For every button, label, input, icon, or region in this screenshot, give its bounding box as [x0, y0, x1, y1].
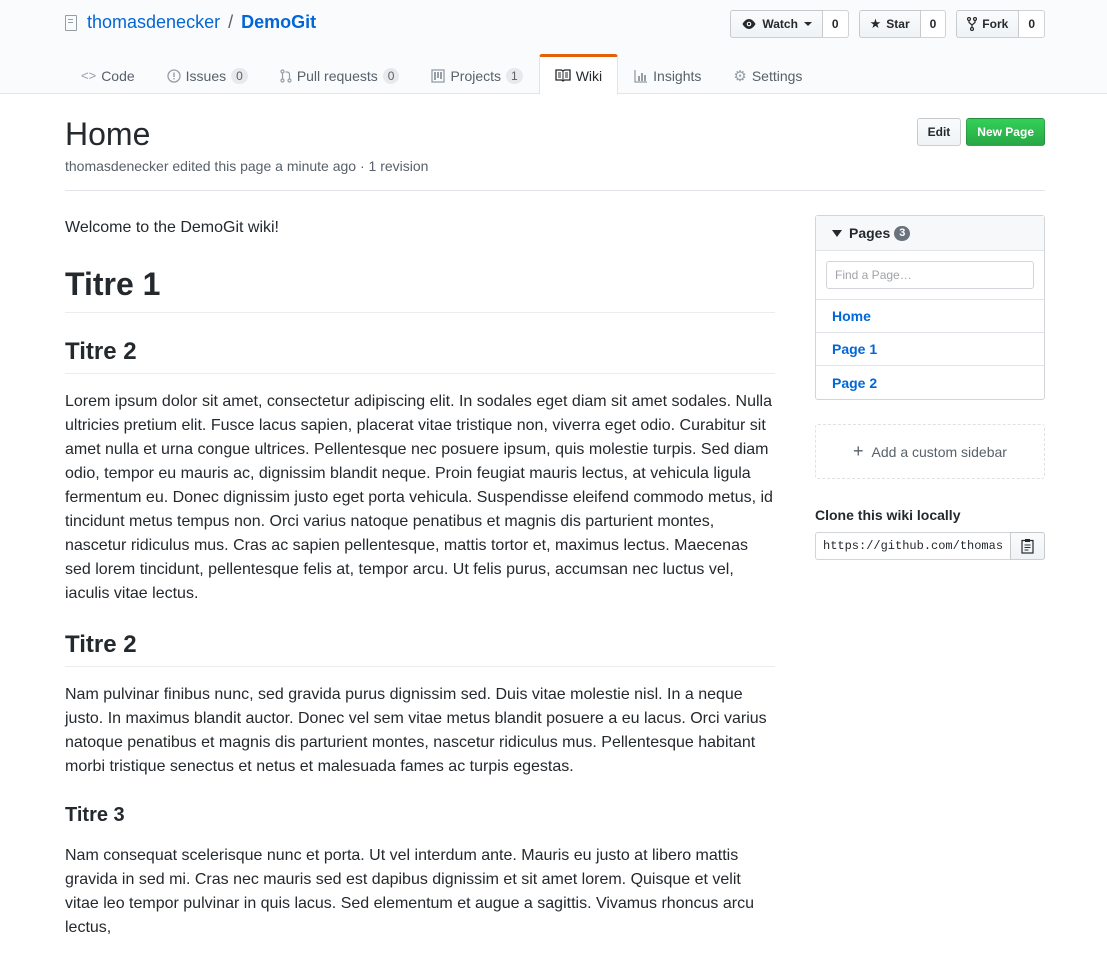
edit-button[interactable]: Edit — [917, 118, 962, 146]
projects-counter: 1 — [506, 68, 523, 84]
repo-separator: / — [228, 12, 234, 32]
heading-titre-3: Titre 3 — [65, 804, 125, 826]
page-link-page-2[interactable]: Page 2 — [832, 374, 878, 391]
wiki-sidebar — [815, 215, 1045, 560]
clone-url-input[interactable] — [815, 532, 1010, 560]
project-icon — [431, 69, 445, 83]
paragraph-3: Nam consequat scelerisque nunc et porta. Ut vel interdum ante. Mauris eu justo at libero mattis gravida in sed mi. Cras nec mauris sed est dapibus dignissim et sit amet lorem. Quisque et velit vitae leo tempor pulvinar in quis lacus. Sed elementum et augue a sagittis. Vivamus rhoncus arcu lectus, — [65, 847, 754, 936]
repo-icon — [65, 15, 77, 31]
repo-nav — [65, 54, 818, 94]
fork-count[interactable]: 0 — [1019, 10, 1045, 38]
eye-icon — [741, 18, 757, 30]
tab-wiki-label: Wiki — [575, 67, 603, 84]
pulls-counter: 0 — [383, 68, 400, 84]
star-icon: ★ — [869, 16, 882, 31]
star-button[interactable] — [859, 10, 921, 38]
watch-label: Watch — [762, 17, 798, 31]
tab-pull-requests[interactable] — [264, 54, 416, 95]
new-page-button[interactable]: New Page — [966, 118, 1045, 146]
star-count[interactable]: 0 — [921, 10, 947, 38]
triangle-down-icon — [832, 230, 842, 237]
tab-issues[interactable] — [151, 54, 264, 95]
pages-filter — [816, 251, 1044, 300]
tab-pull-requests-label: Pull requests — [296, 67, 378, 84]
wiki-content — [65, 216, 775, 956]
tab-insights[interactable] — [618, 54, 717, 95]
repo-name-link[interactable]: DemoGit — [241, 12, 317, 32]
repo-actions — [730, 10, 1045, 38]
repo-title — [65, 12, 316, 33]
find-page-input[interactable] — [826, 261, 1034, 289]
tab-settings-label: Settings — [751, 67, 803, 84]
heading-titre-1: Titre 1 — [65, 264, 775, 313]
wiki-header — [65, 114, 1045, 174]
page-link-home[interactable]: Home — [816, 300, 1044, 333]
page-meta: thomasdenecker edited this page a minute ago · 1 revision — [65, 158, 429, 174]
watch-count[interactable]: 0 — [823, 10, 849, 38]
clipboard-icon — [1021, 538, 1035, 554]
page-link-page-1[interactable]: Page 1 — [816, 333, 1044, 366]
chevron-down-icon — [804, 22, 812, 26]
heading-titre-2b: Titre 2 — [65, 630, 775, 667]
tab-wiki[interactable] — [539, 54, 618, 95]
issue-icon — [167, 69, 181, 83]
header-divider — [65, 190, 1045, 191]
tab-settings[interactable] — [717, 54, 818, 95]
tab-projects[interactable] — [415, 54, 538, 95]
pull-request-icon — [280, 69, 292, 83]
fork-label: Fork — [982, 17, 1009, 31]
tab-issues-label: Issues — [185, 67, 227, 84]
book-icon — [555, 69, 571, 82]
paragraph-2: Nam pulvinar finibus nunc, sed gravida purus dignissim sed. Duis vitae molestie nisl. In a neque justo. In maximus blandit auctor. Donec vel sem vitae metus blandit posuere a eu lacus. Orci varius natoque penatibus et magnis dis parturient montes, nascetur ridiculus mus. Pellentesque habitant morbi tristique senectus et netus et malesuada fames ac turpis egestas. — [65, 686, 767, 775]
repo-owner-link[interactable]: thomasdenecker — [87, 12, 221, 32]
fork-group — [956, 10, 1045, 38]
page-title: Home — [65, 116, 151, 152]
tab-projects-label: Projects — [450, 67, 502, 84]
issues-counter: 0 — [231, 68, 248, 84]
pages-count-badge: 3 — [894, 226, 910, 241]
pages-box — [815, 215, 1045, 400]
gear-icon: ⚙ — [733, 67, 747, 85]
watch-button[interactable] — [730, 10, 823, 38]
clone-title: Clone this wiki locally — [815, 507, 961, 523]
wiki-actions — [917, 118, 1045, 146]
graph-icon — [634, 69, 648, 83]
watch-group — [730, 10, 848, 38]
repo-header — [0, 0, 1107, 94]
paragraph-1: Lorem ipsum dolor sit amet, consectetur adipiscing elit. In sodales eget diam sit amet sodales. Nulla ultricies pretium elit. Fusce lacus sapien, placerat vitae tristique non, viverra eget odio. Curabitur sit amet nulla et urna congue ultrices. Pellentesque nec posuere ipsum, quis molestie turpis. Sed diam odio, tempor eu mauris ac, dignissim blandit neque. Proin feugiat mauris lectus, at vehicula ligula fermentum eu. Donec dignissim justo eget porta vehicula. Suspendisse eleifend commodo metus, id tincidunt metus tempus non. Orci varius natoque penatibus et magnis dis parturient montes, nascetur ridiculus mus. Cras ac sapien pellentesque, mattis tortor et, maximus lectus. Maecenas sed lorem tincidunt, pellentesque felis at, tempor arcu. Ut felis purus, accumsan nec luctus vel, iaculis vitae lectus. — [65, 393, 773, 602]
add-custom-sidebar-label: Add a custom sidebar — [871, 443, 1007, 460]
clone-url-group — [815, 532, 1045, 560]
pages-label: Pages — [849, 225, 891, 241]
fork-icon — [967, 17, 977, 31]
star-label: Star — [886, 17, 910, 31]
copy-button[interactable] — [1010, 532, 1045, 560]
tab-insights-label: Insights — [653, 67, 702, 84]
fork-button[interactable] — [956, 10, 1019, 38]
plus-icon: + — [853, 441, 864, 461]
intro-text: Welcome to the DemoGit wiki! — [65, 219, 279, 236]
star-group — [859, 10, 947, 38]
heading-titre-2a: Titre 2 — [65, 337, 775, 374]
tab-code[interactable] — [65, 54, 151, 95]
code-icon: <> — [81, 68, 97, 83]
tab-code-label: Code — [101, 67, 135, 84]
pages-toggle[interactable] — [816, 216, 1044, 251]
add-custom-sidebar-button[interactable] — [815, 424, 1045, 479]
